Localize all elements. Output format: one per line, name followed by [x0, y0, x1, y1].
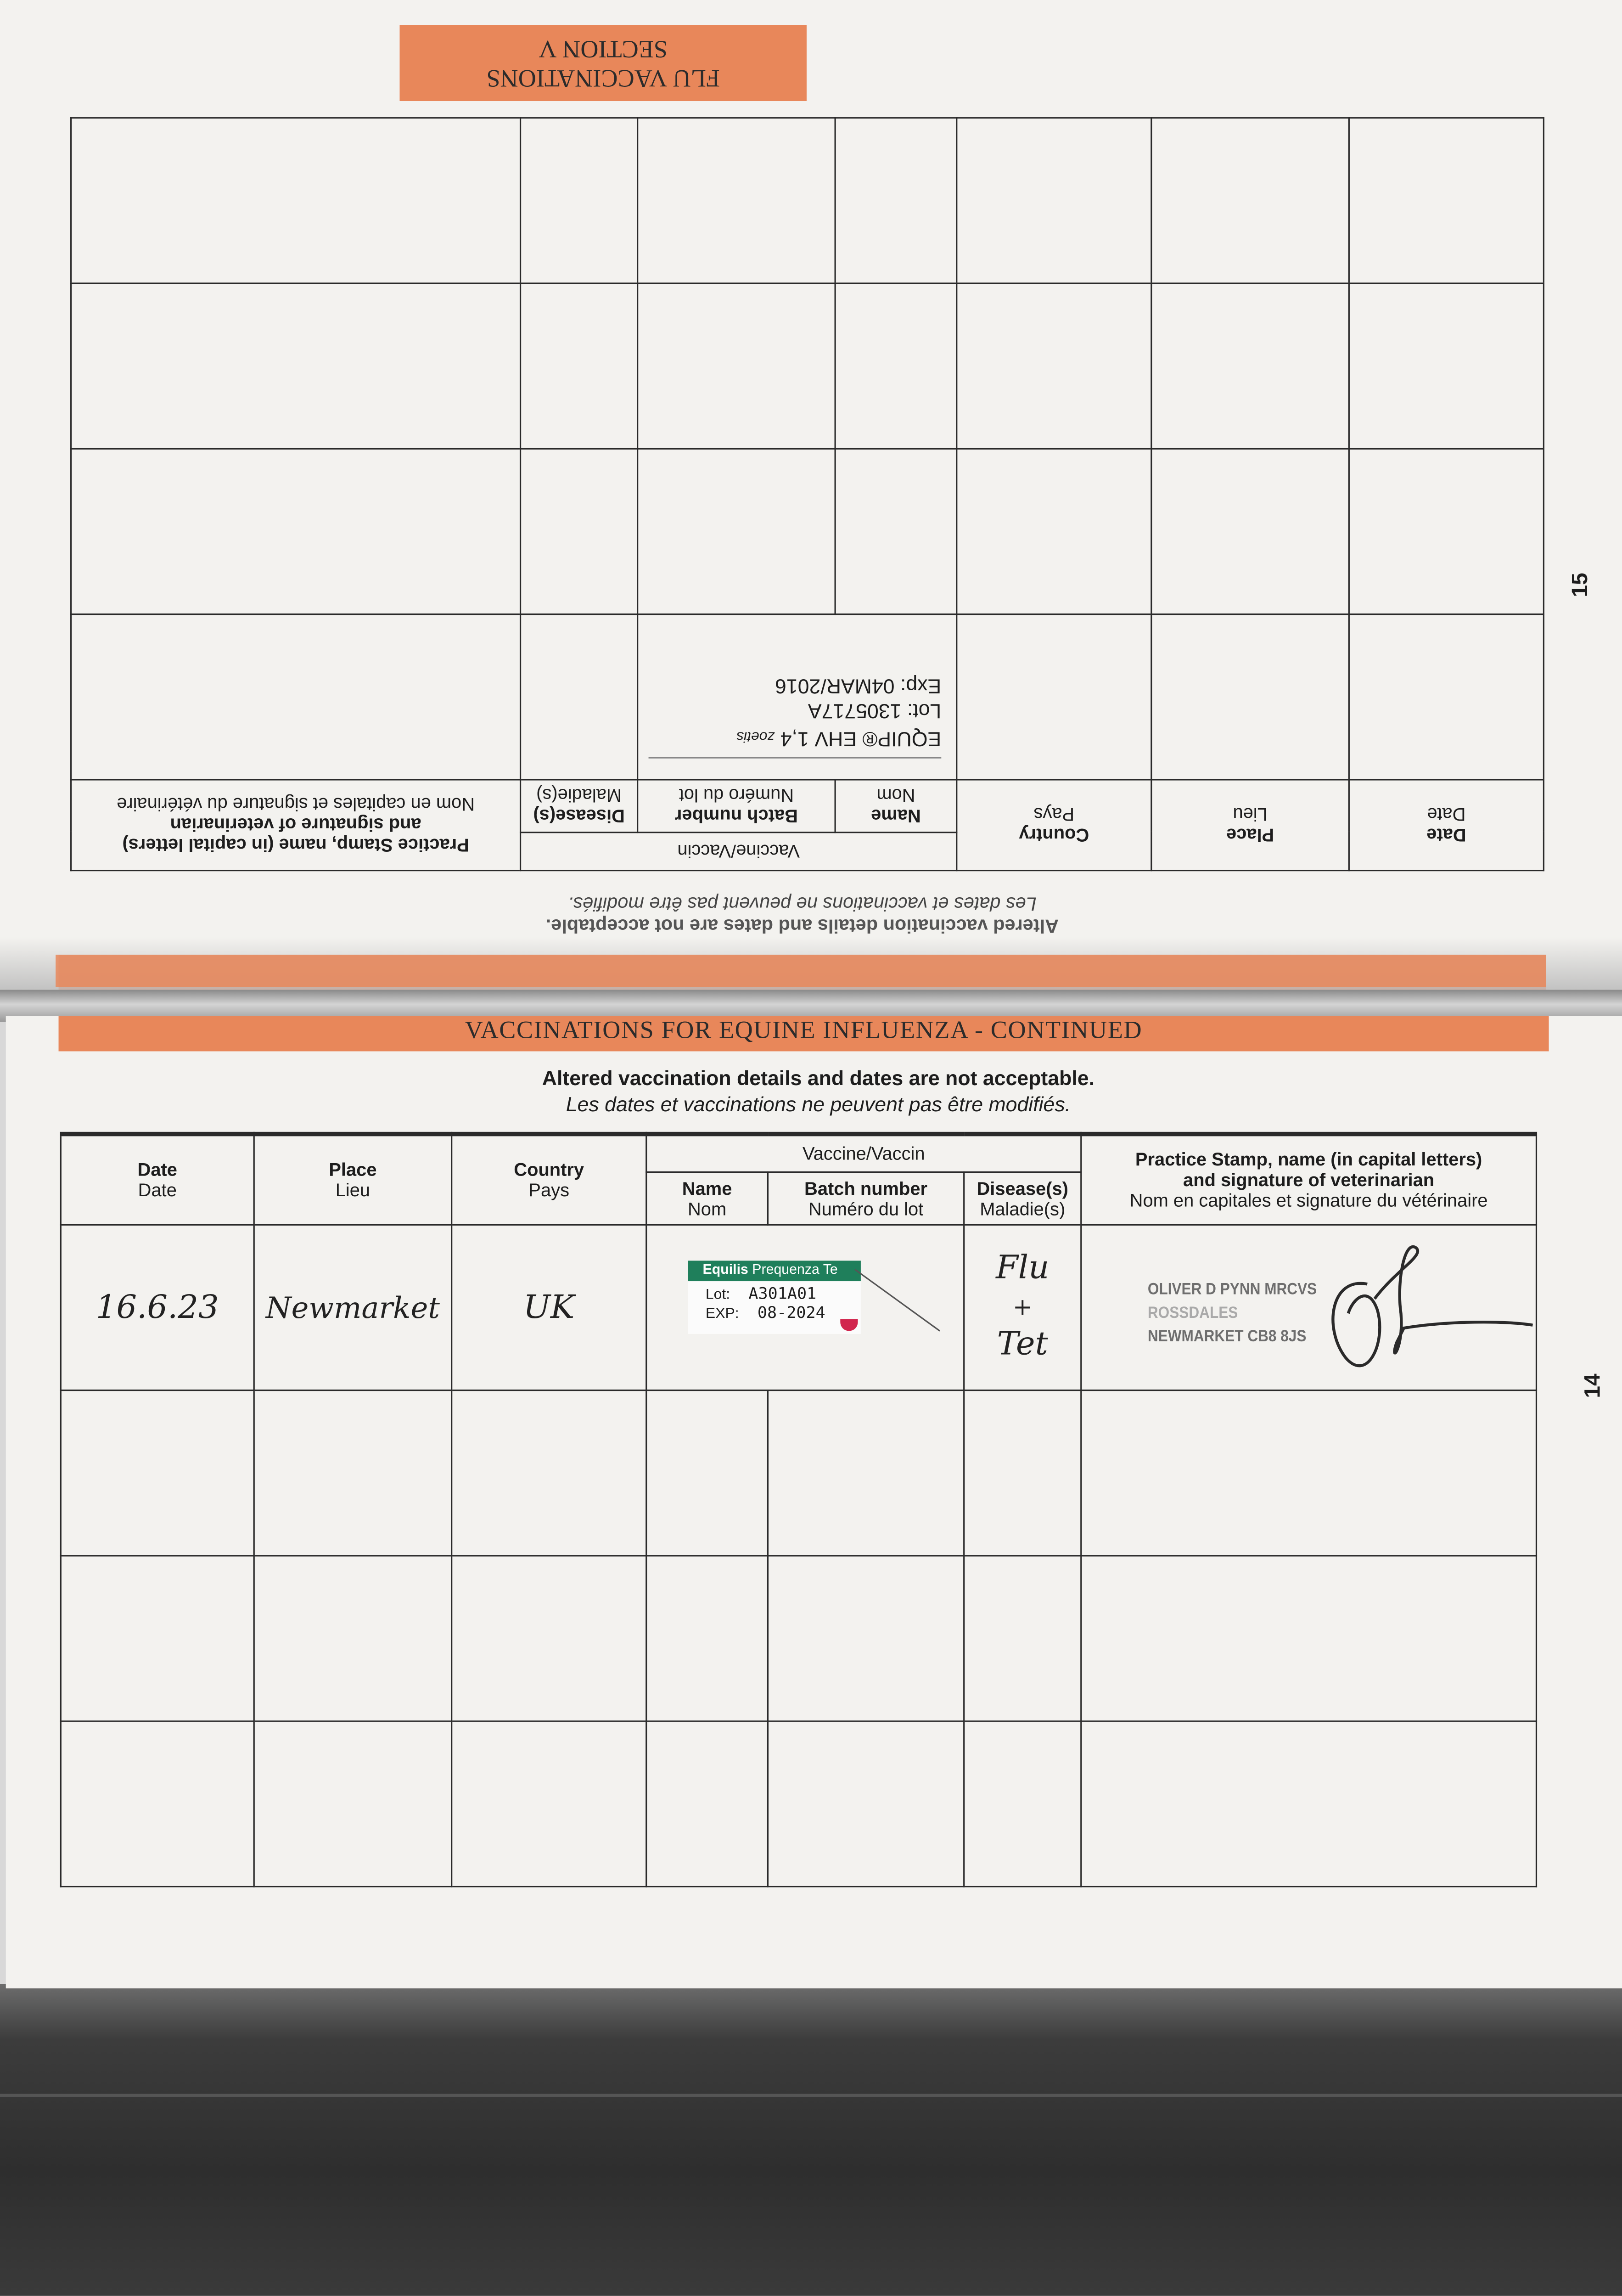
- entry-disease-line2: +: [1012, 1293, 1033, 1321]
- header-disease-en: Disease(s): [977, 1178, 1068, 1199]
- entry-name-cell[interactable]: [835, 118, 957, 283]
- cover-fold-line: [0, 2094, 1622, 2097]
- entry-date-cell[interactable]: [61, 1556, 254, 1721]
- entry-stamp-cell[interactable]: [1081, 1390, 1537, 1556]
- table-row: [71, 614, 1544, 780]
- vet-stamp: [1148, 1278, 1317, 1349]
- entry-country-cell[interactable]: [452, 1721, 646, 1886]
- entry-disease-cell[interactable]: [521, 449, 638, 614]
- entry-disease-line1: Flu: [996, 1250, 1050, 1287]
- entry-country-cell[interactable]: [957, 283, 1151, 449]
- vet-stamp-line1: OLIVER D PYNN MRCVS: [1147, 1281, 1317, 1299]
- vaccine-sticker-header: [688, 1261, 861, 1281]
- header-disease: [521, 780, 638, 833]
- header-date-fr: Date: [138, 1180, 177, 1201]
- entry-place-cell[interactable]: [1151, 449, 1349, 614]
- passport-cover: [0, 1984, 1622, 2296]
- header-country: [452, 1134, 646, 1225]
- entry-place-cell[interactable]: [254, 1721, 451, 1886]
- lower-banner: VACCINATIONS FOR EQUINE INFLUENZA - CONTINUED: [59, 1016, 1549, 1052]
- vaccine-sticker: [649, 674, 942, 759]
- header-disease-fr: Maladie(s): [536, 785, 622, 806]
- header-batch-en: Batch number: [804, 1178, 928, 1199]
- vaccine-brand: Equilis: [702, 1262, 748, 1278]
- entry-country-cell[interactable]: [957, 118, 1151, 283]
- entry-disease-cell[interactable]: [521, 283, 638, 449]
- header-date: [1349, 780, 1543, 871]
- table-row: [61, 1721, 1536, 1886]
- lower-notice-en: Altered vaccination details and dates are not acceptable.: [542, 1066, 1095, 1090]
- header-stamp-fr: Nom en capitales et signature du vétérinaire: [117, 794, 475, 815]
- header-vaccine-group: Vaccine/Vaccin: [521, 833, 957, 871]
- header-place: [1151, 780, 1349, 871]
- header-stamp-line1: Practice Stamp, name (in capital letters): [122, 835, 469, 856]
- header-stamp: [71, 780, 521, 871]
- entry-place[interactable]: Newmarket: [254, 1225, 451, 1390]
- header-date-fr: Date: [1427, 805, 1466, 825]
- header-vaccine-group: Vaccine/Vaccin: [646, 1134, 1081, 1172]
- entry-disease-cell[interactable]: [964, 1721, 1081, 1886]
- entry-country-cell[interactable]: [452, 1390, 646, 1556]
- header-date-en: Date: [1426, 825, 1466, 846]
- vaccine-brand: zoetis: [736, 727, 775, 744]
- lower-page-number: 14: [1581, 1373, 1606, 1398]
- header-disease: [964, 1172, 1081, 1225]
- header-name-en: Name: [682, 1178, 732, 1199]
- entry-stamp-cell[interactable]: [1081, 1556, 1537, 1721]
- header-name-fr: Nom: [876, 785, 915, 806]
- vaccine-lot: Lot: 1305717A: [808, 700, 942, 724]
- lower-notice-fr: Les dates et vaccinations ne peuvent pas être modifiés.: [566, 1092, 1071, 1116]
- entry-disease-line3: Tet: [997, 1326, 1048, 1363]
- entry-place-cell[interactable]: [254, 1390, 451, 1556]
- entry-stamp-cell[interactable]: [71, 283, 521, 449]
- header-country-fr: Pays: [528, 1180, 570, 1201]
- sticker-pen-line: [852, 1255, 969, 1343]
- entry-stamp-cell[interactable]: [71, 449, 521, 614]
- header-name: [646, 1172, 768, 1225]
- upper-banner-line1: FLU VACCINATIONS: [486, 64, 720, 92]
- lower-notice: [430, 1064, 1206, 1117]
- header-country-en: Country: [1019, 825, 1089, 846]
- entry-batch-cell[interactable]: [768, 1721, 964, 1886]
- header-disease-fr: Maladie(s): [980, 1198, 1066, 1219]
- vaccine-lot-line: [688, 1281, 861, 1305]
- upper-page: [0, 0, 1622, 996]
- vaccine-lot: A301A01: [748, 1284, 817, 1303]
- vaccine-sticker-title: [649, 723, 942, 751]
- table-row: [71, 283, 1544, 449]
- upper-vaccination-table: [70, 117, 1544, 871]
- entry-disease-cell[interactable]: [521, 614, 638, 780]
- entry-name-cell[interactable]: [835, 449, 957, 614]
- entry-batch-cell[interactable]: [768, 1556, 964, 1721]
- header-place-en: Place: [329, 1159, 377, 1181]
- entry-date-cell[interactable]: [61, 1390, 254, 1556]
- entry-place-cell[interactable]: [1151, 118, 1349, 283]
- entry-batch-cell[interactable]: [638, 118, 835, 283]
- header-name-fr: Nom: [688, 1198, 727, 1219]
- entry-country-cell[interactable]: [957, 449, 1151, 614]
- table-row: [71, 118, 1544, 283]
- table-row: [71, 449, 1544, 614]
- entry-batch-cell[interactable]: [638, 449, 835, 614]
- entry-date-cell[interactable]: [61, 1721, 254, 1886]
- vaccine-exp: 08-2024: [757, 1303, 825, 1322]
- entry-place-cell[interactable]: [254, 1556, 451, 1721]
- header-batch: [768, 1172, 964, 1225]
- header-stamp-line2: and signature of veterinarian: [170, 815, 421, 836]
- header-place: [254, 1134, 451, 1225]
- vaccine-exp-label: EXP:: [705, 1306, 739, 1322]
- vaccine-sticker: [688, 1261, 861, 1334]
- table-row: [61, 1225, 1536, 1390]
- upper-page-number: 15: [1568, 573, 1593, 597]
- vaccine-lot-label: Lot:: [705, 1287, 730, 1303]
- vaccine-label-cell: [646, 1225, 964, 1390]
- header-name-en: Name: [871, 806, 921, 827]
- entry-stamp-cell[interactable]: [71, 118, 521, 283]
- upper-notice: [421, 893, 1183, 937]
- header-date-en: Date: [137, 1159, 177, 1181]
- header-country-en: Country: [514, 1159, 584, 1181]
- header-batch-fr: Numéro du lot: [679, 785, 794, 806]
- entry-disease-cell[interactable]: [964, 1556, 1081, 1721]
- entry-name-cell[interactable]: [646, 1721, 768, 1886]
- header-place-fr: Lieu: [1233, 805, 1268, 825]
- entry-place-cell[interactable]: [1151, 283, 1349, 449]
- vaccine-exp-line: [688, 1305, 861, 1323]
- table-row: [61, 1390, 1536, 1556]
- header-stamp: [1081, 1134, 1537, 1225]
- entry-name-cell[interactable]: [835, 283, 957, 449]
- header-place-en: Place: [1226, 825, 1274, 846]
- header-date: [61, 1134, 254, 1225]
- entry-date-cell[interactable]: [1349, 449, 1543, 614]
- entry-stamp-cell[interactable]: [1081, 1721, 1537, 1886]
- entry-batch-cell[interactable]: [638, 283, 835, 449]
- upper-notice-fr: Les dates et vaccinations ne peuvent pas être modifiés.: [567, 893, 1037, 915]
- entry-country-cell[interactable]: [957, 614, 1151, 780]
- entry-date-cell[interactable]: [1349, 614, 1543, 780]
- header-place-fr: Lieu: [335, 1180, 370, 1201]
- entry-country-cell[interactable]: [452, 1556, 646, 1721]
- entry-date-cell[interactable]: [1349, 118, 1543, 283]
- header-stamp-line1: Practice Stamp, name (in capital letters): [1135, 1149, 1482, 1170]
- vaccine-product: Prequenza Te: [752, 1262, 838, 1278]
- upper-notice-en: Altered vaccination details and dates are not acceptable.: [545, 915, 1059, 937]
- entry-disease-cell[interactable]: [964, 1390, 1081, 1556]
- entry-date-cell[interactable]: [1349, 283, 1543, 449]
- lower-vaccination-table: [60, 1132, 1537, 1887]
- vaccine-exp: Exp: 04MAR/2016: [775, 675, 942, 698]
- vet-stamp-line3: NEWMARKET CB8 8JS: [1147, 1328, 1307, 1346]
- header-batch: [638, 780, 835, 833]
- header-country-fr: Pays: [1033, 805, 1075, 825]
- entry-country[interactable]: UK: [452, 1225, 646, 1390]
- table-row: [61, 1556, 1536, 1721]
- entry-date[interactable]: 16.6.23: [61, 1225, 254, 1390]
- header-batch-fr: Numéro du lot: [808, 1198, 924, 1219]
- entry-stamp-cell[interactable]: [71, 614, 521, 780]
- header-batch-en: Batch number: [674, 806, 798, 827]
- entry-batch-cell[interactable]: [768, 1390, 964, 1556]
- upper-orange-strip: [56, 955, 1546, 987]
- header-stamp-line2: and signature of veterinarian: [1183, 1170, 1435, 1191]
- entry-stamp[interactable]: [1081, 1225, 1537, 1390]
- upper-banner: [399, 25, 806, 101]
- header-country: [957, 780, 1151, 871]
- upper-page-content: [0, 0, 1622, 996]
- entry-disease-cell[interactable]: [521, 118, 638, 283]
- entry-name-cell[interactable]: [646, 1556, 768, 1721]
- vaccine-label-cell: [638, 614, 957, 780]
- header-disease-en: Disease(s): [533, 806, 625, 827]
- header-stamp-fr: Nom en capitales et signature du vétérinaire: [1129, 1190, 1488, 1211]
- entry-disease[interactable]: [964, 1225, 1081, 1390]
- entry-place-cell[interactable]: [1151, 614, 1349, 780]
- lower-page: [6, 1016, 1622, 1988]
- vet-signature: [1316, 1240, 1536, 1387]
- vet-stamp-line2: ROSSDALES: [1147, 1305, 1238, 1322]
- entry-name-cell[interactable]: [646, 1390, 768, 1556]
- header-name: [835, 780, 957, 833]
- upper-banner-line2: SECTION V: [539, 35, 668, 63]
- vaccine-name: EQUIP® EHV 1,4: [780, 727, 942, 751]
